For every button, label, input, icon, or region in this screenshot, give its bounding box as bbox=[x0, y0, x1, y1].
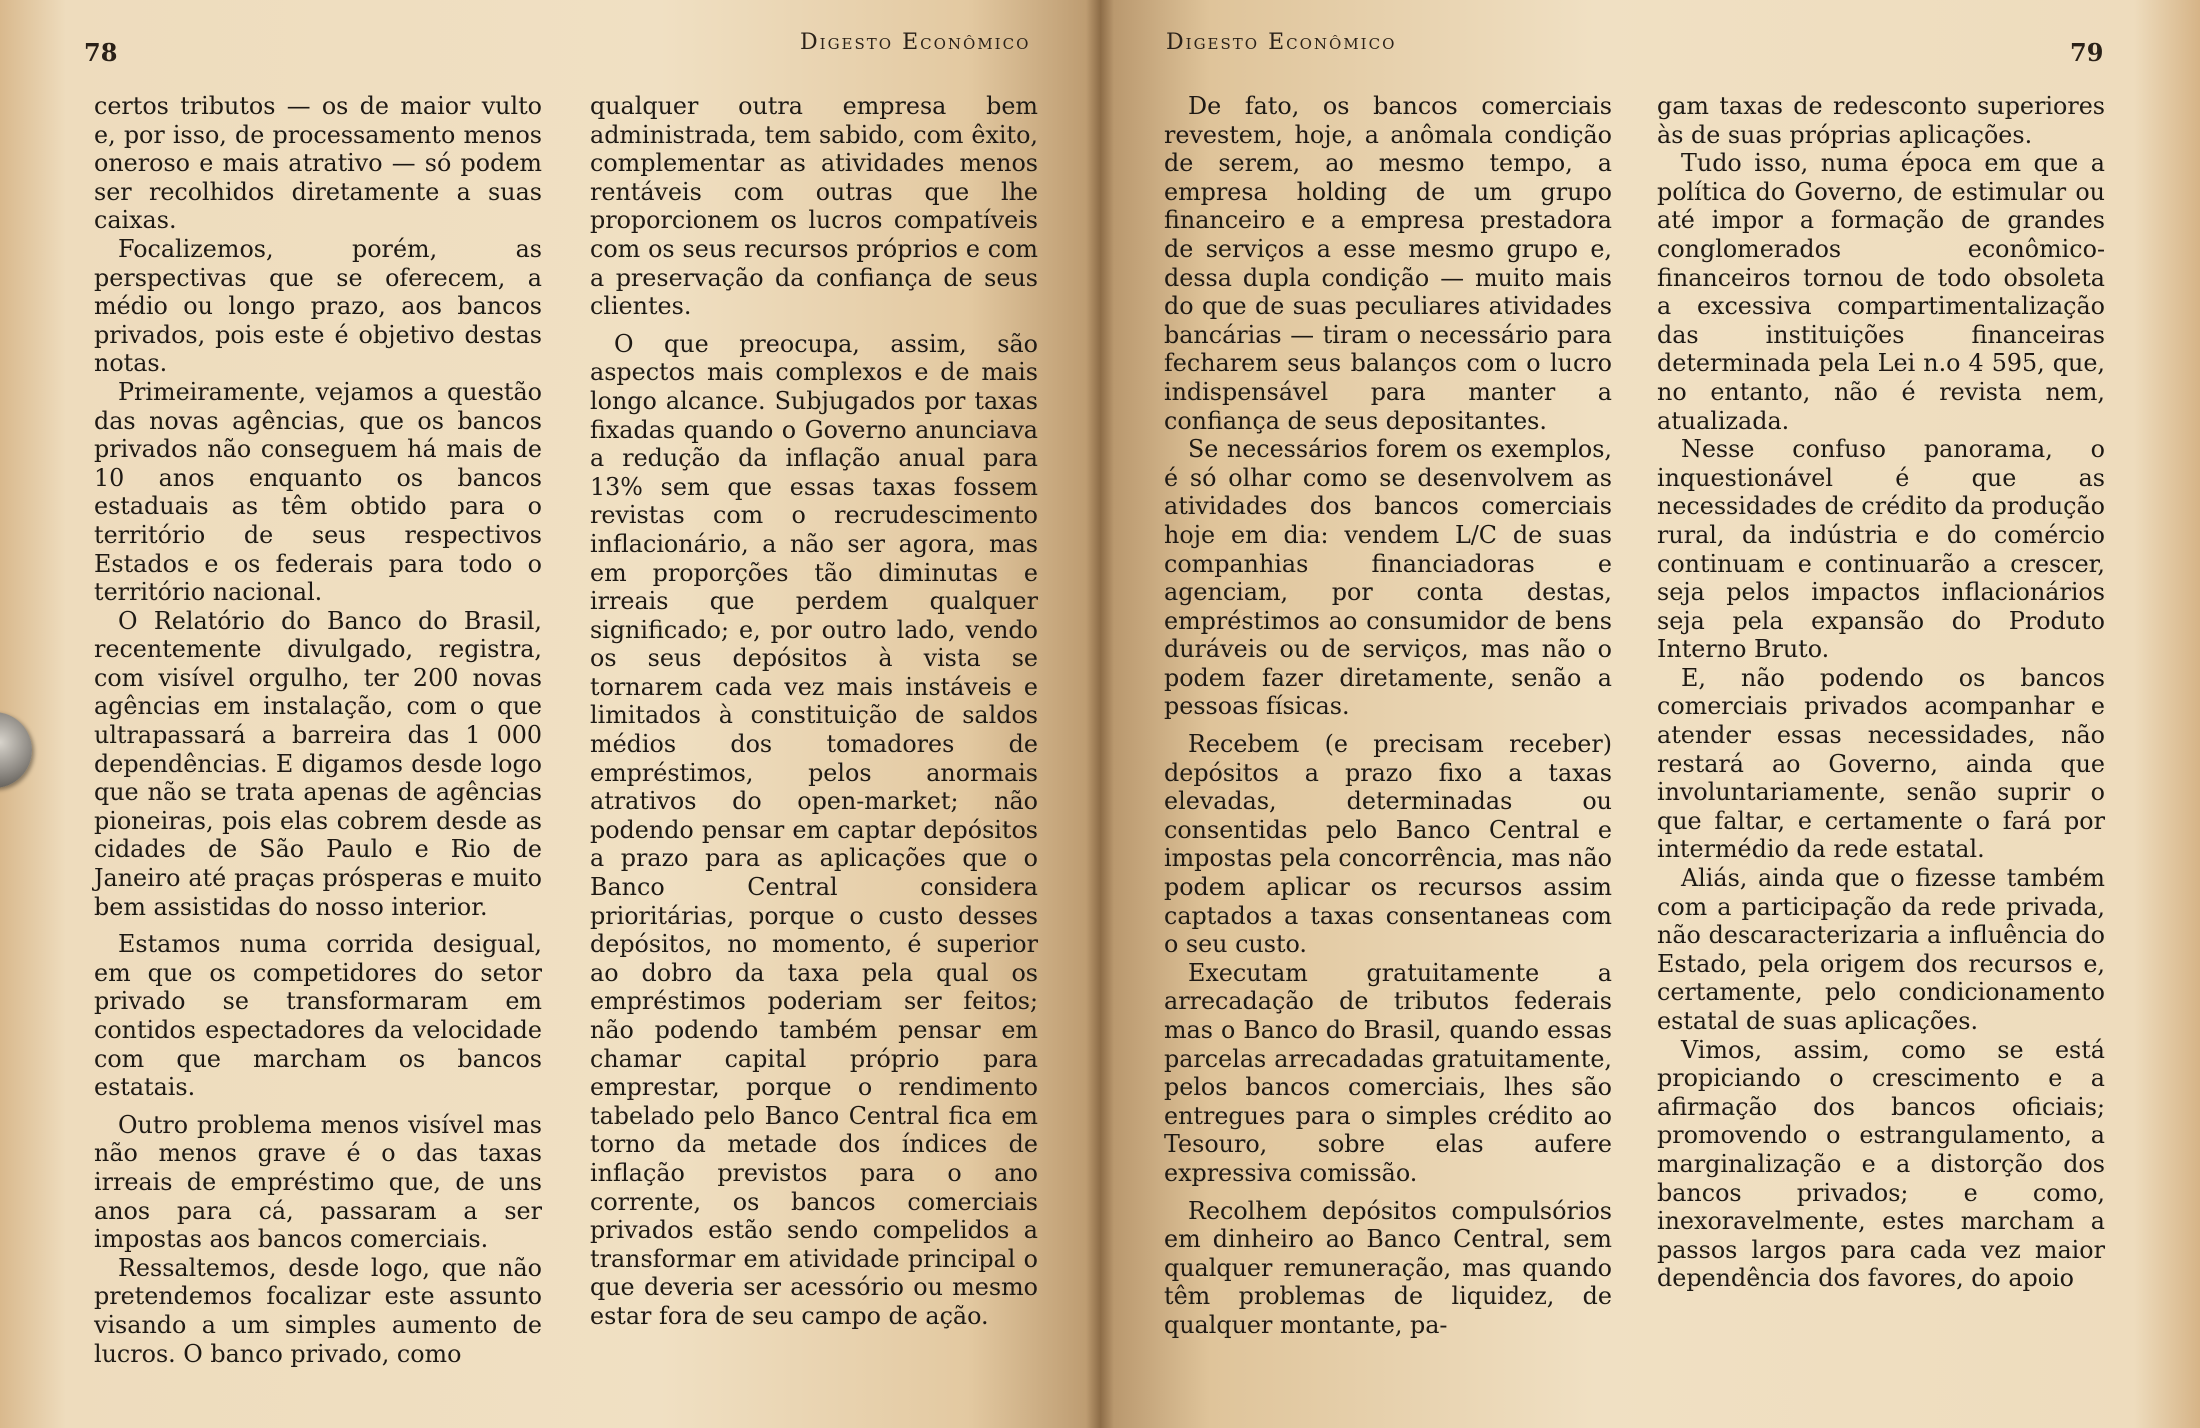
paragraph: gam taxas de redesconto superiores às de suas próprias aplicações. bbox=[1657, 92, 2105, 149]
text-column-1 bbox=[1164, 92, 1612, 1340]
text-column-2 bbox=[1657, 92, 2105, 1293]
paragraph: O Relatório do Banco do Brasil, recentemente divulgado, registra, com visível orgulho, ter 200 novas agências em instalação, com o que ultrapassará a barreira das 1 000 dependências. E digamos desde logo que não se trata apenas de agências pioneiras, pois elas cobrem desde as cidades de São Paulo e Rio de Janeiro até praças prósperas e muito bem assistidas do nosso interior. bbox=[94, 606, 542, 921]
paragraph: Vimos, assim, como se está propiciando o crescimento e a afirmação dos bancos oficiais; promovendo o estrangulamento, a marginalização e a distorção dos bancos privados; e como, inexoravelmente, estes marcham a passos largos para cada vez maior dependência dos favores, do apoio bbox=[1657, 1035, 2105, 1293]
right-page bbox=[1100, 0, 2200, 1428]
paragraph: Ressaltemos, desde logo, que não pretendemos focalizar este assunto visando a um simples aumento de lucros. O banco privado, como bbox=[94, 1253, 542, 1368]
page-number: 79 bbox=[2070, 38, 2104, 67]
paragraph: Se necessários forem os exemplos, é só olhar como se desenvolvem as atividades dos bancos comerciais hoje em dia: vendem L/C de suas companhias financiadoras e agenciam, por conta destas, empréstimos ao consumidor de bens duráveis ou de serviços, mas não o podem fazer diretamente, senão a pessoas físicas. bbox=[1164, 435, 1612, 721]
text-column-2 bbox=[590, 92, 1038, 1331]
book-gutter bbox=[1086, 0, 1114, 1428]
paragraph: Tudo isso, numa época em que a política do Governo, de estimular ou até impor a formação de grandes conglomerados econômico-financeiros tornou de todo obsoleta a excessiva compartimentalização das instituições financeiras determinada pela Lei n.o 4 595, que, no entanto, não é revista nem, atualizada. bbox=[1657, 149, 2105, 435]
paragraph: O que preocupa, assim, são aspectos mais complexos e de mais longo alcance. Subjugados por taxas fixadas quando o Governo anunciava a redução da inflação anual para 13% sem que essas taxas fossem revistas com o recrudescimento inflacionário, a não ser agora, mas em proporções tão diminutas e irreais que perdem qualquer significado; e, por outro lado, vendo os seus depósitos à vista se tornarem cada vez mais instáveis e limitados à constituição de saldos médios dos tomadores de empréstimos, pelos anormais atrativos do open-market; não podendo pensar em captar depósitos a prazo para as aplicações que o Banco Central considera prioritárias, porque o custo desses depósitos, no momento, é superior ao dobro da taxa pela qual os empréstimos poderiam ser feitos; não podendo também pensar em chamar capital próprio para emprestar, porque o rendimento tabelado pelo Banco Central fica em torno da metade dos índices de inflação previstos para o ano corrente, os bancos comerciais privados estão sendo compelidos a transformar em atividade principal o que deveria ser acessório ou mesmo estar fora de seu campo de ação. bbox=[590, 329, 1038, 1330]
paragraph: E, não podendo os bancos comerciais privados acompanhar e atender essas necessidades, não restará ao Governo, ainda que involuntariamente, senão suprir o que faltar, e certamente o fará por intermédio da rede estatal. bbox=[1657, 663, 2105, 864]
paragraph: Focalizemos, porém, as perspectivas que se oferecem, a médio ou longo prazo, aos bancos privados, pois este é objetivo destas notas. bbox=[94, 234, 542, 378]
paragraph: Executam gratuitamente a arrecadação de tributos federais mas o Banco do Brasil, quando essas parcelas arrecadadas gratuitamente, pelos bancos comerciais, lhes são entregues para o simples crédito ao Tesouro, sobre elas aufere expressiva comissão. bbox=[1164, 958, 1612, 1187]
paragraph: Primeiramente, vejamos a questão das novas agências, que os bancos privados não conseguem há mais de 10 anos enquanto os bancos estaduais as têm obtido para o território de seus respectivos Estados e os federais para todo o território nacional. bbox=[94, 377, 542, 607]
paragraph: De fato, os bancos comerciais revestem, hoje, a anômala condição de serem, ao mesmo tempo, a empresa holding de um grupo financeiro e a empresa prestadora de serviços a esse mesmo grupo e, dessa dupla condição — muito mais do que de suas peculiares atividades bancárias — tiram o necessário para fecharem seus balanços com o lucro indispensável para manter a confiança de seus depositantes. bbox=[1164, 92, 1612, 435]
paragraph: Nesse confuso panorama, o inquestionável é que as necessidades de crédito da produção rural, da indústria e do comércio continuam e continuarão a crescer, seja pelos impactos inflacionários seja pela expansão do Produto Interno Bruto. bbox=[1657, 435, 2105, 664]
paragraph: certos tributos — os de maior vulto e, por isso, de processamento menos oneroso e mais atrativo — só podem ser recolhidos diretamente a suas caixas. bbox=[94, 92, 542, 235]
paragraph: Recolhem depósitos compulsórios em dinheiro ao Banco Central, sem qualquer remuneração, mas quando têm problemas de liquidez, de qualquer montante, pa- bbox=[1164, 1196, 1612, 1339]
paragraph: Aliás, ainda que o fizesse também com a participação da rede privada, não descaracterizaria a influência do Estado, pela origem dos recursos e, certamente, pelo condicionamento estatal de suas aplicações. bbox=[1657, 864, 2105, 1035]
paragraph: Estamos numa corrida desigual, em que os competidores do setor privado se transformaram em contidos espectadores da velocidade com que marcham os bancos estatais. bbox=[94, 930, 542, 1102]
binder-clip bbox=[0, 712, 32, 788]
paragraph: Outro problema menos visível mas não menos grave é o das taxas irreais de empréstimo que, de uns anos para cá, passaram a ser impostas aos bancos comerciais. bbox=[94, 1110, 542, 1254]
page-number: 78 bbox=[84, 38, 118, 67]
paragraph: Recebem (e precisam receber) depósitos a prazo fixo a taxas elevadas, determinadas ou consentidas pelo Banco Central e impostas pela concorrência, mas não podem aplicar os recursos assim captados a taxas consentaneas com o seu custo. bbox=[1164, 730, 1612, 959]
running-head: Digesto Econômico bbox=[1166, 30, 1397, 55]
text-column-1 bbox=[94, 92, 542, 1368]
paragraph: qualquer outra empresa bem administrada, tem sabido, com êxito, complementar as atividades menos rentáveis com outras que lhe proporcionem os lucros compatíveis com os seus recursos próprios e com a preservação da confiança de seus clientes. bbox=[590, 92, 1038, 321]
running-head: Digesto Econômico bbox=[800, 30, 1031, 55]
